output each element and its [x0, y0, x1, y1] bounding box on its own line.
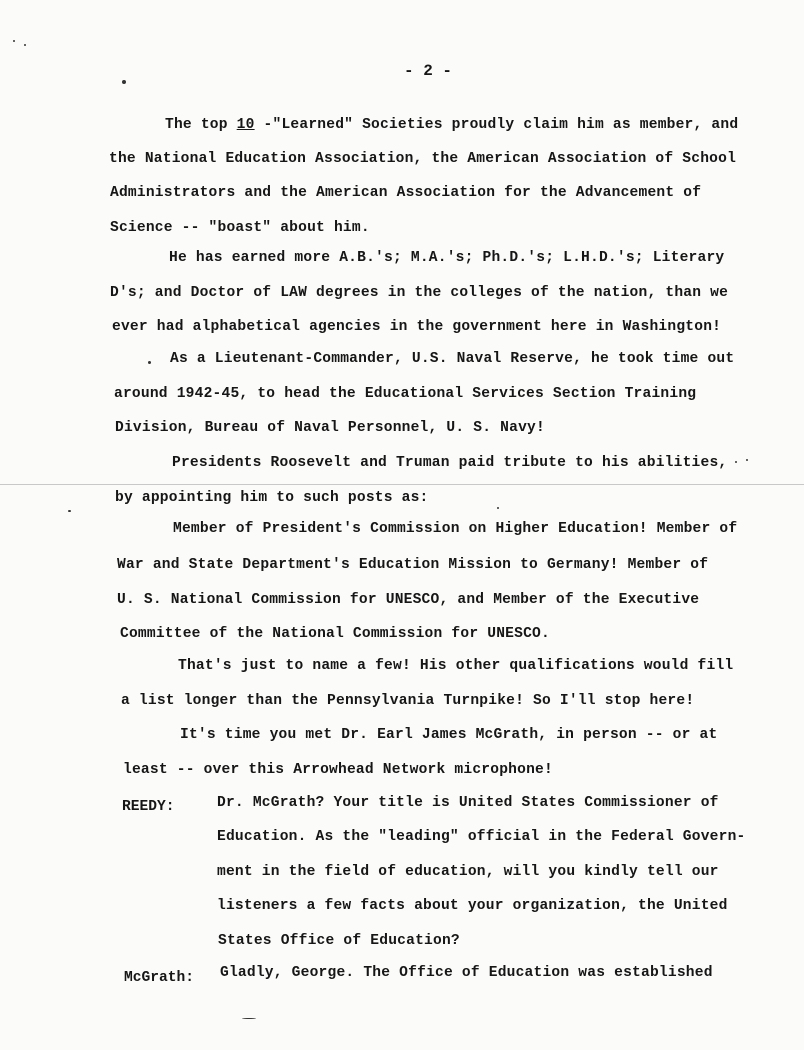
scan-streak: [0, 484, 804, 485]
mcgrath-line1: Gladly, George. The Office of Education was established: [220, 965, 713, 981]
para5-line2: War and State Department's Education Mission to Germany! Member of: [117, 557, 709, 573]
para2-line3: ever had alphabetical agencies in the government here in Washington!: [112, 319, 722, 335]
scan-speck: [497, 507, 499, 509]
para7-line2: least -- over this Arrowhead Network microphone!: [123, 762, 553, 778]
reedy-line2: Education. As the "leading" official in the Federal Govern-: [217, 829, 746, 845]
para6-line1: That's just to name a few! His other qualifications would fill: [178, 658, 734, 674]
scan-speck: [24, 44, 26, 46]
para2-line2: D's; and Doctor of LAW degrees in the colleges of the nation, than we: [110, 285, 729, 301]
para3-line3: Division, Bureau of Naval Personnel, U. S. Navy!: [115, 420, 545, 436]
scan-speck: [242, 1018, 256, 1019]
scan-speck: [148, 361, 151, 364]
para2-line1: He has earned more A.B.'s; M.A.'s; Ph.D.'s; L.H.D.'s; Literary: [169, 250, 725, 266]
para6-line2: a list longer than the Pennsylvania Turnpike! So I'll stop here!: [121, 693, 695, 709]
para1-line3: Administrators and the American Association for the Advancement of: [110, 185, 702, 201]
scan-speck: [735, 461, 737, 463]
reedy-line3: ment in the field of education, will you kindly tell our: [217, 864, 719, 880]
para1-line1-num: 10: [236, 117, 255, 133]
para4-line2: by appointing him to such posts as:: [115, 490, 429, 506]
para1-line1: [165, 117, 738, 133]
para3-line2: around 1942-45, to head the Educational Services Section Training: [114, 386, 697, 402]
para4-line1: Presidents Roosevelt and Truman paid tribute to his abilities,: [172, 455, 728, 471]
reedy-line4: listeners a few facts about your organization, the United: [217, 898, 728, 914]
scan-speck: [746, 459, 748, 461]
para5-line4: Committee of the National Commission for UNESCO.: [120, 626, 550, 642]
para5-line1: Member of President's Commission on Higher Education! Member of: [173, 521, 738, 537]
scan-speck: [68, 510, 71, 512]
speaker-mcgrath: McGrath:: [124, 970, 195, 986]
para1-line1-post: -"Learned" Societies proudly claim him as member, and: [254, 117, 739, 133]
scan-speck: [13, 40, 15, 42]
para3-line1: As a Lieutenant-Commander, U.S. Naval Reserve, he took time out: [170, 351, 735, 367]
scan-speck: [122, 80, 126, 84]
para7-line1: It's time you met Dr. Earl James McGrath, in person -- or at: [180, 727, 718, 743]
para1-line2: the National Education Association, the American Association of School: [109, 151, 737, 167]
para5-line3: U. S. National Commission for UNESCO, and Member of the Executive: [117, 592, 700, 608]
speaker-reedy: REEDY:: [122, 799, 175, 815]
para1-line1-pre: The top: [165, 117, 237, 133]
reedy-line5: States Office of Education?: [218, 933, 460, 949]
reedy-line1: Dr. McGrath? Your title is United States Commissioner of: [217, 795, 719, 811]
page-number: - 2 -: [404, 62, 453, 80]
para1-line4: Science -- "boast" about him.: [110, 220, 370, 236]
